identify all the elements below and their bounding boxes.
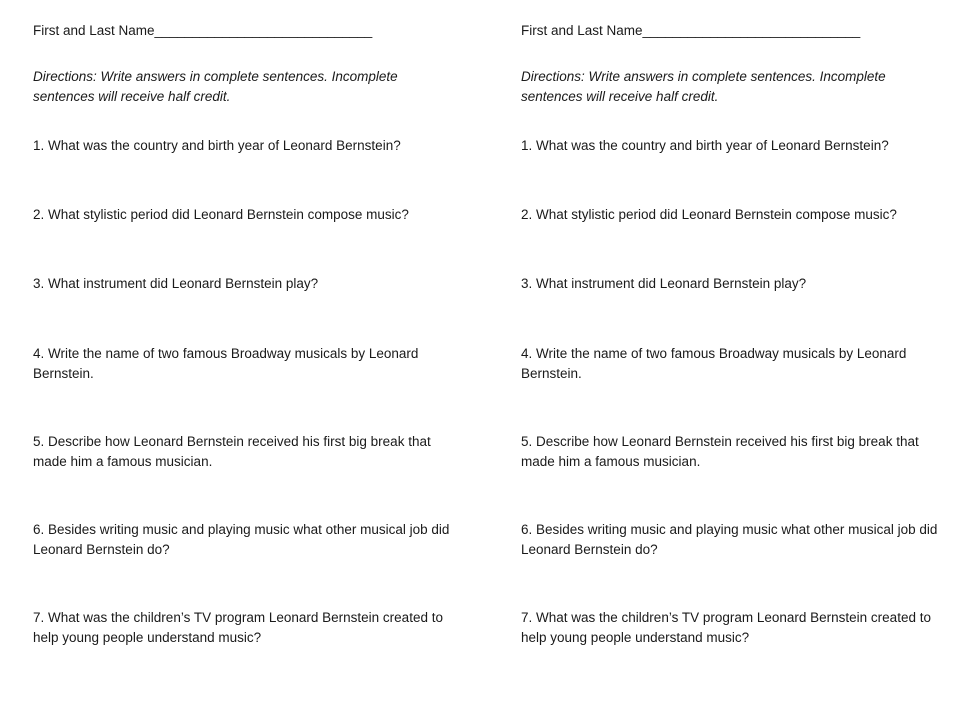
question-2: 2. What stylistic period did Leonard Bernstein compose music? — [33, 207, 409, 222]
question-3: 3. What instrument did Leonard Bernstein play? — [521, 276, 807, 291]
question-4: 4. Write the name of two famous Broadway musicals by Leonard Bernstein. — [33, 346, 419, 381]
question-4: 4. Write the name of two famous Broadway musicals by Leonard Bernstein. — [521, 346, 907, 381]
question-6: 6. Besides writing music and playing music what other musical job did Leonard Bernstein do? — [521, 522, 938, 557]
name-line — [33, 21, 372, 41]
question-7: 7. What was the children’s TV program Leonard Bernstein created to help young people understand music? — [33, 610, 443, 645]
directions: Directions: Write answers in complete sentences. Incomplete sentences will receive half credit. — [521, 69, 886, 104]
question-6: 6. Besides writing music and playing music what other musical job did Leonard Bernstein do? — [33, 522, 450, 557]
name-label: First and Last Name — [521, 23, 643, 38]
name-label: First and Last Name — [33, 23, 155, 38]
question-3: 3. What instrument did Leonard Bernstein play? — [33, 276, 319, 291]
directions: Directions: Write answers in complete sentences. Incomplete sentences will receive half credit. — [33, 69, 398, 104]
name-blank: _____________________________ — [154, 23, 373, 38]
question-5: 5. Describe how Leonard Bernstein received his first big break that made him a famous musician. — [521, 434, 919, 469]
name-line — [521, 21, 860, 41]
question-1: 1. What was the country and birth year of Leonard Bernstein? — [33, 138, 401, 153]
question-5: 5. Describe how Leonard Bernstein received his first big break that made him a famous musician. — [33, 434, 431, 469]
name-blank: _____________________________ — [642, 23, 861, 38]
question-7: 7. What was the children’s TV program Leonard Bernstein created to help young people understand music? — [521, 610, 931, 645]
question-2: 2. What stylistic period did Leonard Bernstein compose music? — [521, 207, 897, 222]
question-1: 1. What was the country and birth year of Leonard Bernstein? — [521, 138, 889, 153]
